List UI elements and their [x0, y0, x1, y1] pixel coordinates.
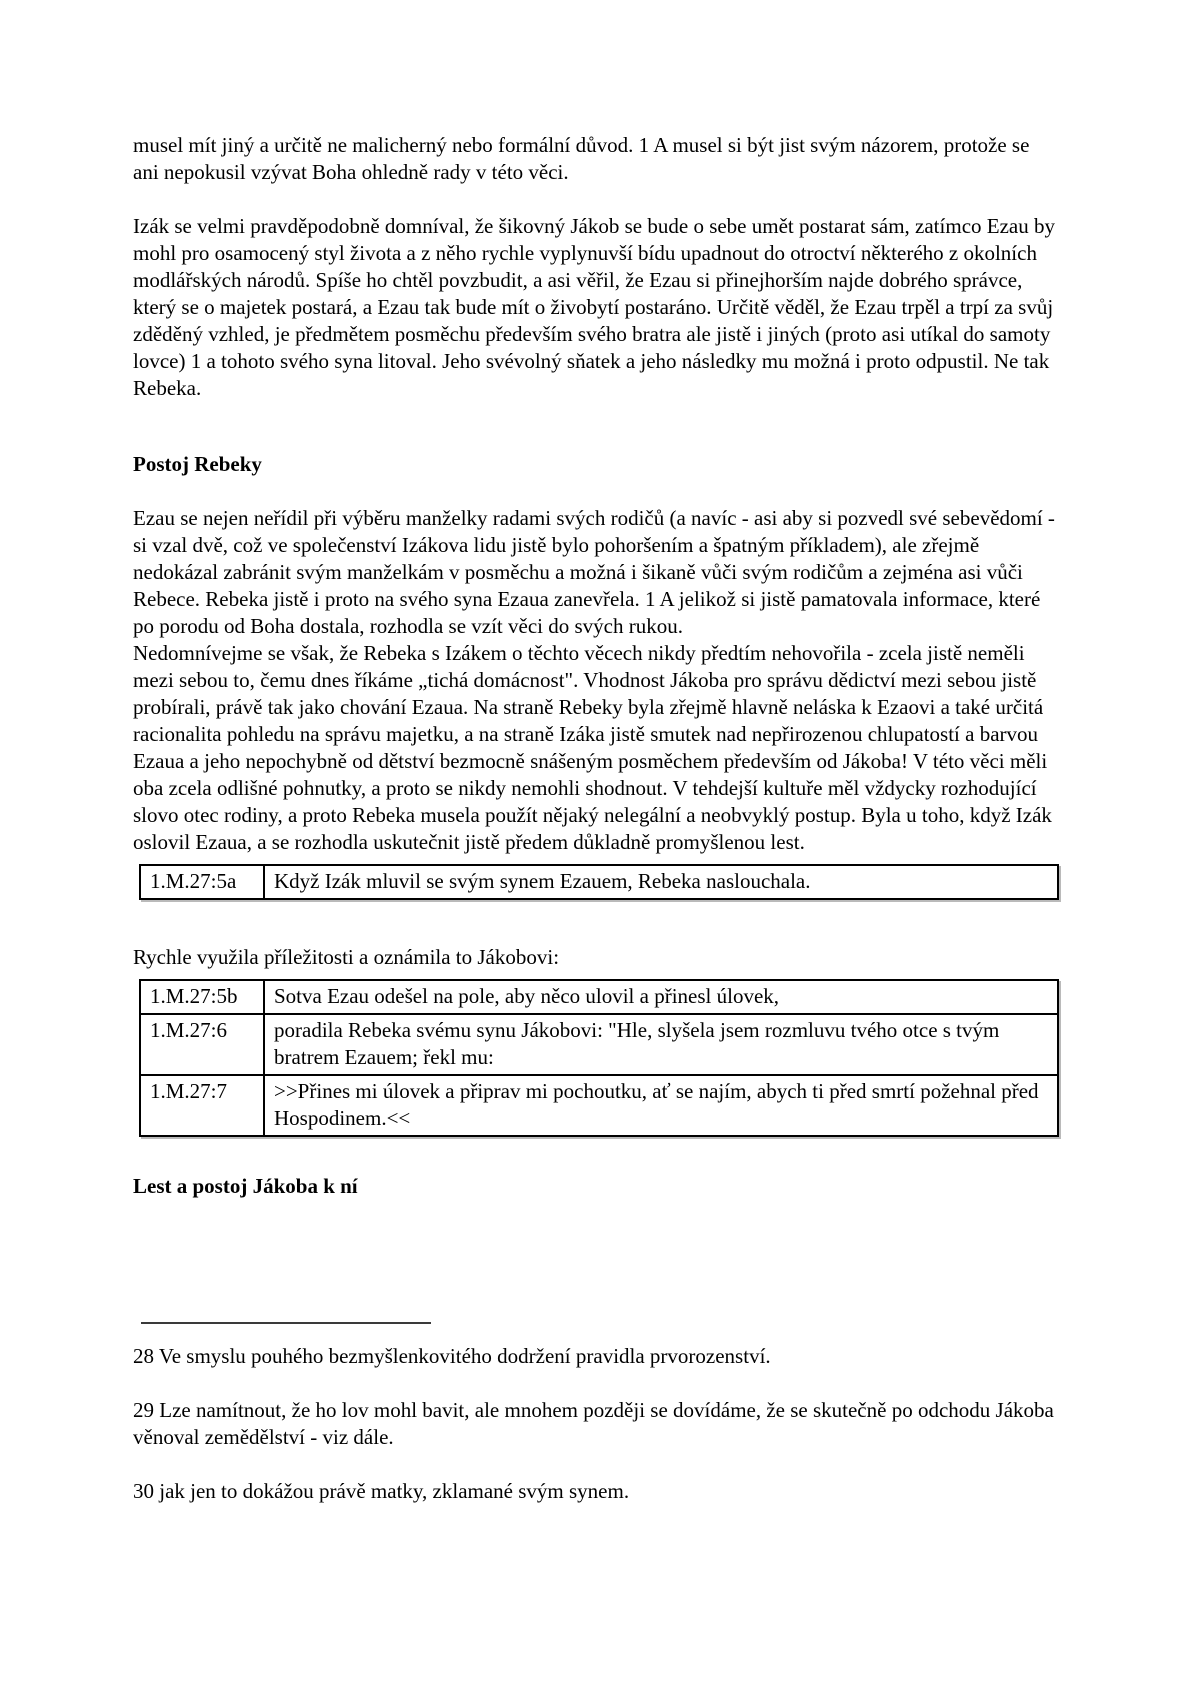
- verse-text-cell: Sotva Ezau odešel na pole, aby něco ulovil a přinesl úlovek,: [264, 980, 1058, 1014]
- verse-text-cell: Když Izák mluvil se svým synem Ezauem, Rebeka naslouchala.: [264, 865, 1058, 899]
- verse-ref-cell: 1.M.27:5a: [140, 865, 264, 899]
- paragraph-izak-domnival: Izák se velmi pravděpodobně domníval, že šikovný Jákob se bude o sebe umět postarat sám, zatímco Ezau by mohl pro osamocený styl života a z něho rychle vyplynuvší bídu upadnout do otroctví některého z okolních modlářských národů. Spíše ho chtěl povzbudit, a asi věřil, že Ezau si přinejhorším najde dobrého správce, který se o majetek postará, a Ezau tak bude mít o živobytí postaráno. Určitě věděl, že Ezau trpěl a trpí za svůj zděděný vzhled, je předmětem posměchu především svého bratra ale jistě i jiných (proto asi utíkal do samoty lovce) 1 a tohoto svého syna litoval. Jeho svévolný sňatek a jeho následky mu možná i proto odpustil. Ne tak Rebeka.: [133, 214, 1055, 400]
- table-row: [140, 980, 1058, 1014]
- verse-ref-cell: 1.M.27:6: [140, 1014, 264, 1075]
- verse-ref-cell: 1.M.27:7: [140, 1075, 264, 1136]
- verse-table-2: [139, 979, 1059, 1137]
- verse-ref-cell: 1.M.27:5b: [140, 980, 264, 1014]
- paragraph-group-rebeka: [133, 505, 1059, 856]
- footnote-28: 28 Ve smyslu pouhého bezmyšlenkovitého dodržení pravidla prvorozenství.: [133, 1344, 771, 1368]
- paragraph-rychle-vyuzila: Rychle využila příležitosti a oznámila to Jákobovi:: [133, 945, 560, 969]
- footnote-separator: [141, 1322, 431, 1324]
- paragraph-intro: musel mít jiný a určitě ne malicherný nebo formální důvod. 1 A musel si být jist svým názorem, protože se ani nepokusil vzývat Boha ohledně rady v této věci.: [133, 133, 1030, 184]
- section-heading-postoj-rebeky: Postoj Rebeky: [133, 452, 262, 476]
- footnote-30: 30 jak jen to dokážou právě matky, zklamané svým synem.: [133, 1479, 630, 1503]
- section-heading-lest-a-postoj: Lest a postoj Jákoba k ní: [133, 1174, 358, 1198]
- verse-text-cell: >>Přines mi úlovek a připrav mi pochoutku, ať se najím, abych ti před smrtí požehnal před Hospodinem.<<: [264, 1075, 1058, 1136]
- footnote-29: 29 Lze namítnout, že ho lov mohl bavit, ale mnohem později se dovídáme, že se skutečně po odchodu Jákoba věnoval zemědělství - viz dále.: [133, 1398, 1054, 1449]
- footnote-area: [133, 1322, 1059, 1505]
- table-row: [140, 1075, 1058, 1136]
- paragraph-ezau-neridil: Ezau se nejen neřídil při výběru manželky radami svých rodičů (a navíc - asi aby si pozvedl své sebevědomí - si vzal dvě, což ve společenství Izákova lidu jistě bylo pohoršením a špatným příkladem), ale zřejmě nedokázal zabránit svým manželkám v posměchu a možná i šikaně vůči svým rodičům a zejména asi vůči Rebece. Rebeka jistě i proto na svého syna Ezaua zanevřela. 1 A jelikož si jistě pamatovala informace, které po porodu od Boha dostala, rozhodla se vzít věci do svých rukou.: [133, 506, 1055, 638]
- document-body: [133, 132, 1059, 1200]
- table-row: [140, 1014, 1058, 1075]
- paragraph-nedomnivejme: Nedomnívejme se však, že Rebeka s Izákem o těchto věcech nikdy předtím nehovořila - zcela jistě neměli mezi sebou to, čemu dnes říkáme „tichá domácnost". Vhodnost Jákoba pro správu dědictví mezi sebou jistě probírali, právě tak jako chování Ezaua. Na straně Rebeky byla zřejmě hlavně neláska k Ezaovi a také určitá racionalita pohledu na správu majetku, a na straně Izáka jistě smutek nad nepřirozenou chlupatostí a barvou Ezaua a jeho nepochybně od dětství bezmocně snášeným posměchem především od Jákoba! V této věci měli oba zcela odlišné pohnutky, a proto se nikdy nemohli shodnout. V tehdejší kultuře měl vždycky rozhodující slovo otec rodiny, a proto Rebeka musela použít nějaký nelegální a neobvyklý postup. Byla u toho, když Izák oslovil Ezaua, a se rozhodla uskutečnit jistě předem důkladně promyšlenou lest.: [133, 641, 1052, 854]
- verse-text-cell: poradila Rebeka svému synu Jákobovi: "Hle, slyšela jsem rozmluvu tvého otce s tvým bratrem Ezauem; řekl mu:: [264, 1014, 1058, 1075]
- table-row: [140, 865, 1058, 899]
- verse-table-1: [139, 864, 1059, 900]
